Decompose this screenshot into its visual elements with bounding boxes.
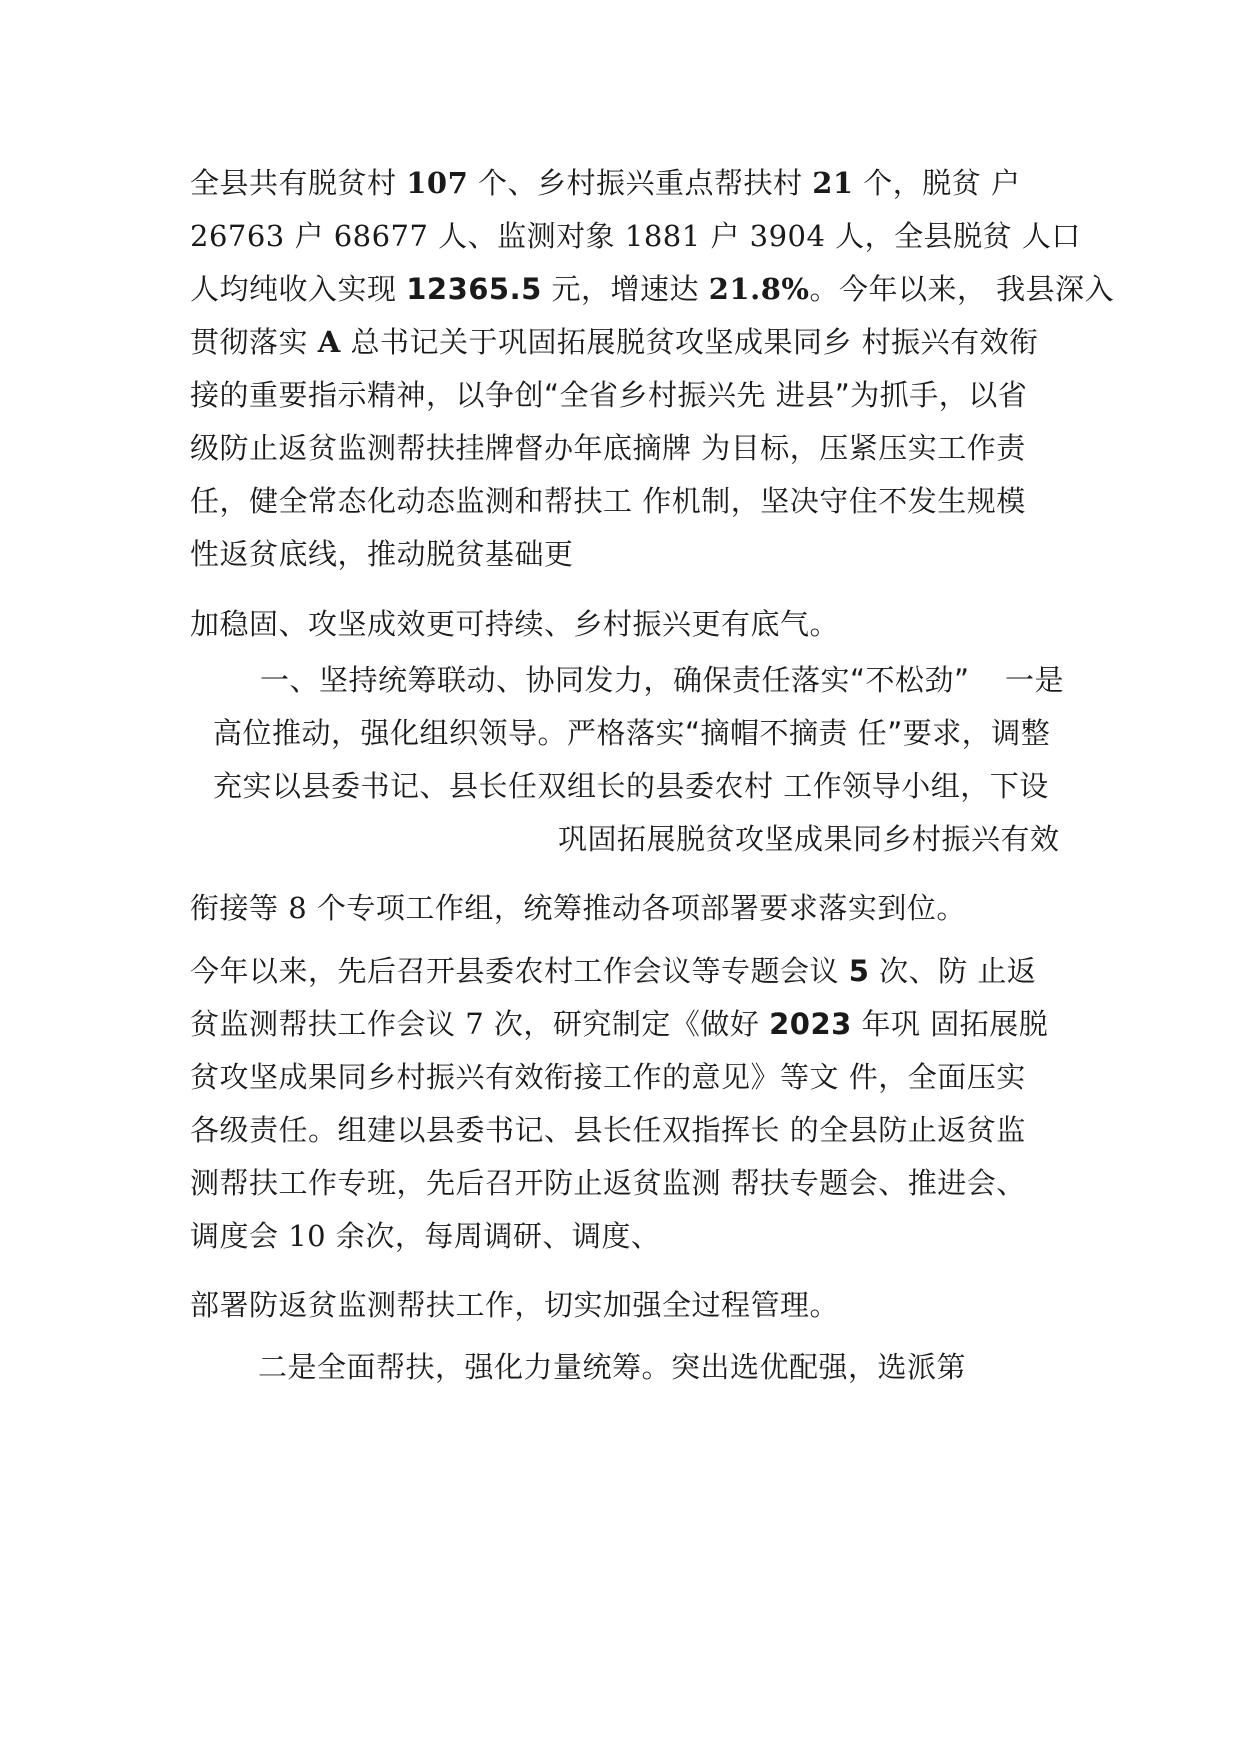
- text-run: 二是全面帮扶，强化力量统筹。突出选优配强，选派第: [258, 1350, 967, 1384]
- text-run: 。今年以来， 我县深入: [809, 272, 1115, 306]
- text-run: 调度会: [190, 1219, 289, 1253]
- body-text-line: [190, 165, 1021, 201]
- text-run: 任，健全常态化动态监测和帮扶工 作机制，坚决守住不发生规模: [190, 484, 1026, 518]
- text-run: 高位推动，强化组织领导。严格落实“摘帽不摘责 任”要求，调整: [213, 716, 1051, 750]
- body-text-line: [190, 483, 1026, 519]
- body-text-line: [558, 821, 1060, 857]
- body-text-line: [190, 218, 1081, 254]
- text-run: 个，脱贫 户: [853, 166, 1021, 200]
- number-run: 10: [288, 1219, 327, 1253]
- section-heading: [260, 662, 970, 698]
- text-run: 贫监测帮扶工作会议: [190, 1007, 466, 1041]
- text-run: 级防止返贫监测帮扶挂牌督办年底摘牌 为目标，压紧压实工作责: [190, 431, 1026, 465]
- text-run: 加稳固、攻坚成效更可持续、乡村振兴更有底气。: [190, 607, 840, 641]
- body-text-line: [190, 1006, 1048, 1042]
- text-run: 全县共有脱贫村: [190, 166, 407, 200]
- text-run: 一是: [1005, 663, 1065, 697]
- body-text-line: [258, 1349, 966, 1385]
- text-run: 总书记关于巩固拓展脱贫攻坚成果同乡 村振兴有效衔: [340, 325, 1039, 359]
- number-run: 7: [465, 1007, 485, 1041]
- number-run: 26763: [190, 219, 285, 253]
- text-run: 户: [284, 219, 334, 253]
- text-run: 个、乡村振兴重点帮扶村: [468, 166, 813, 200]
- number-run: 2023: [769, 1007, 852, 1041]
- text-run: 人，全县脱贫 人口: [825, 219, 1081, 253]
- section-heading-tail: [1005, 662, 1064, 698]
- body-text-line: [190, 536, 574, 572]
- body-text-line: [190, 377, 1027, 413]
- body-text-line: [190, 606, 839, 642]
- body-text-line: [190, 271, 1114, 307]
- body-text-line: [190, 890, 966, 926]
- body-text-line: [213, 715, 1050, 751]
- text-run: 衔接等: [190, 891, 289, 925]
- text-run: 充实以县委书记、县长任双组长的县委农村 工作领导小组，下设: [213, 769, 1049, 803]
- letter-run: A: [317, 325, 341, 359]
- text-run: 人、监测对象: [428, 219, 625, 253]
- body-text-line: [190, 1112, 1026, 1148]
- number-run: 8: [288, 891, 308, 925]
- text-run: 年巩 固拓展脱: [851, 1007, 1049, 1041]
- number-run: 21: [812, 166, 854, 200]
- body-text-line: [190, 1059, 1026, 1095]
- text-run: 今年以来，先后召开县委农村工作会议等专题会议: [190, 954, 849, 988]
- text-run: 人均纯收入实现: [190, 272, 407, 306]
- text-run: 次，研究制定《做好: [484, 1007, 770, 1041]
- text-run: 元，增速达: [541, 272, 709, 306]
- text-run: 各级责任。组建以县委书记、县长任双指挥长 的全县防止返贫监: [190, 1113, 1026, 1147]
- body-text-line: [190, 1287, 839, 1323]
- body-text-line: [213, 768, 1049, 804]
- body-text-line: [190, 1165, 1026, 1201]
- number-run: 1881: [624, 219, 701, 253]
- number-run: 12365.5: [406, 272, 542, 306]
- text-run: 部署防返贫监测帮扶工作，切实加强全过程管理。: [190, 1288, 840, 1322]
- section-heading-text: 一、坚持统筹联动、协同发力，确保责任落实“不松劲”: [260, 663, 970, 697]
- number-run: 5: [848, 954, 870, 988]
- text-run: 贫攻坚成果同乡村振兴有效衔接工作的意见》等文 件，全面压实: [190, 1060, 1026, 1094]
- text-run: 次、防 止返: [869, 954, 1037, 988]
- text-run: 个专项工作组，统筹推动各项部署要求落实到位。: [307, 891, 966, 925]
- number-run: 68677: [333, 219, 429, 253]
- text-run: 测帮扶工作专班，先后召开防止返贫监测 帮扶专题会、推进会、: [190, 1166, 1026, 1200]
- number-run: 3904: [749, 219, 826, 253]
- body-text-line: [190, 1218, 660, 1254]
- text-run: 贯彻落实: [190, 325, 318, 359]
- text-run: 余次，每周调研、调度、: [326, 1219, 661, 1253]
- number-run: 21.8%: [708, 272, 810, 306]
- number-run: 107: [406, 166, 469, 200]
- text-run: 户: [700, 219, 750, 253]
- body-text-line: [190, 430, 1026, 466]
- body-text-line: [190, 953, 1036, 989]
- text-run: 巩固拓展脱贫攻坚成果同乡村振兴有效: [558, 822, 1060, 856]
- text-run: 接的重要指示精神，以争创“全省乡村振兴先 进县”为抓手，以省: [190, 378, 1028, 412]
- body-text-line: [190, 324, 1039, 360]
- text-run: 性返贫底线，推动脱贫基础更: [190, 537, 574, 571]
